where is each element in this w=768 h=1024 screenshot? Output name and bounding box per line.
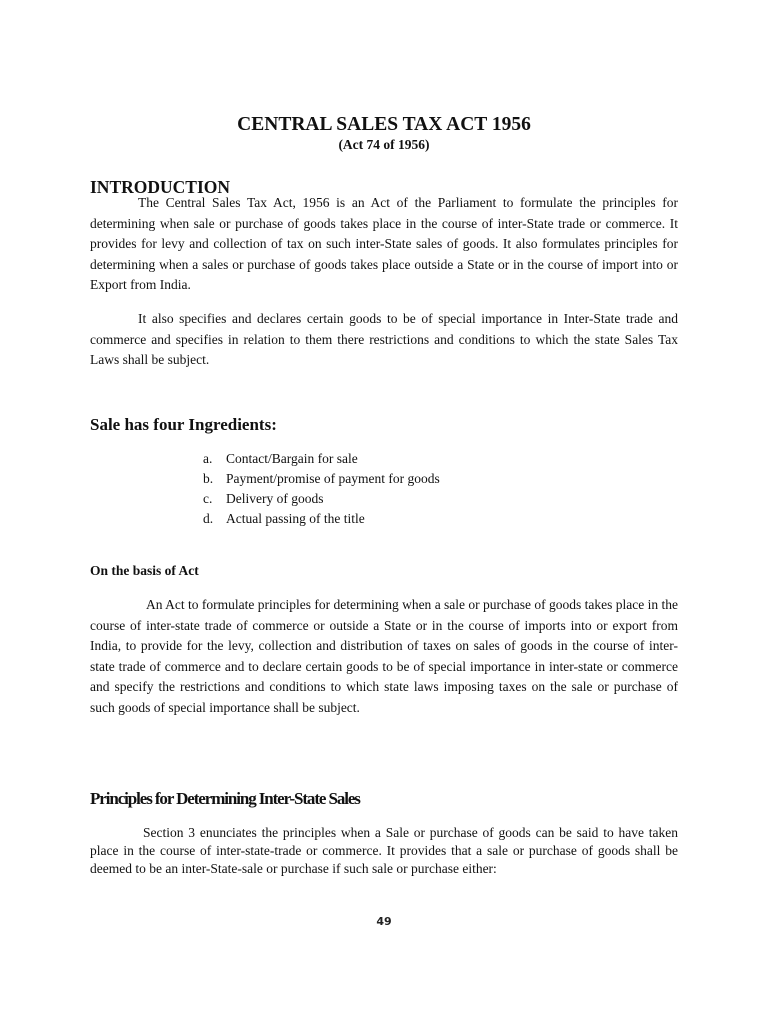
list-item-text: Delivery of goods	[226, 491, 324, 506]
introduction-paragraph-2: It also specifies and declares certain goods to be of special importance in Inter-State trade and commerce and specifies in relation to them there restrictions and conditions to which the state Sales Tax Laws shall be subject.	[90, 311, 678, 368]
basis-heading: On the basis of Act	[90, 563, 199, 578]
list-marker: c.	[203, 491, 213, 506]
principles-paragraph: Section 3 enunciates the principles when a Sale or purchase of goods can be said to have taken place in the course of inter-state-trade or commerce. It provides that a sale or purchase of goods shall be deemed to be an inter-State-sale or purchase if such sale or purchase either:	[90, 825, 678, 876]
list-item	[203, 509, 440, 529]
list-item-text: Contact/Bargain for sale	[226, 451, 358, 466]
list-item	[203, 449, 440, 469]
ingredients-heading: Sale has four Ingredients:	[90, 415, 277, 434]
list-marker: d.	[203, 511, 214, 526]
introduction-heading: INTRODUCTION	[90, 177, 231, 197]
list-item-text: Actual passing of the title	[226, 511, 365, 526]
list-marker: b.	[203, 471, 214, 486]
list-item	[203, 469, 440, 489]
list-marker: a.	[203, 451, 213, 466]
ingredients-list	[203, 449, 440, 529]
page-number: 49	[376, 915, 392, 928]
list-item	[203, 489, 440, 509]
document-subtitle: (Act 74 of 1956)	[338, 137, 430, 152]
document-title: CENTRAL SALES TAX ACT 1956	[237, 114, 531, 135]
list-item-text: Payment/promise of payment for goods	[226, 471, 440, 486]
principles-heading: Principles for Determining Inter-State Sales	[90, 789, 360, 808]
introduction-paragraph-1: The Central Sales Tax Act, 1956 is an Act of the Parliament to formulate the principles for determining when sale or purchase of goods takes place in the course of inter-State trade or commerce. It provides for levy and collection of tax on such inter-State sales of goods. It also formulates principles for determining when a sales or purchase of goods takes place outside a State or in the course of import into or Export from India.	[90, 195, 678, 293]
basis-paragraph: An Act to formulate principles for determining when a sale or purchase of goods takes place in the course of inter-state trade of commerce or outside a State or in the course of imports into or export from India, to provide for the levy, collection and distribution of taxes on sales of goods in the course of inter-state trade of commerce and to declare certain goods to be of special importance in inter-state or commerce and specify the restrictions and conditions to which state laws imposing taxes on the sale or purchase of such goods of special importance shall be subject.	[90, 597, 678, 715]
